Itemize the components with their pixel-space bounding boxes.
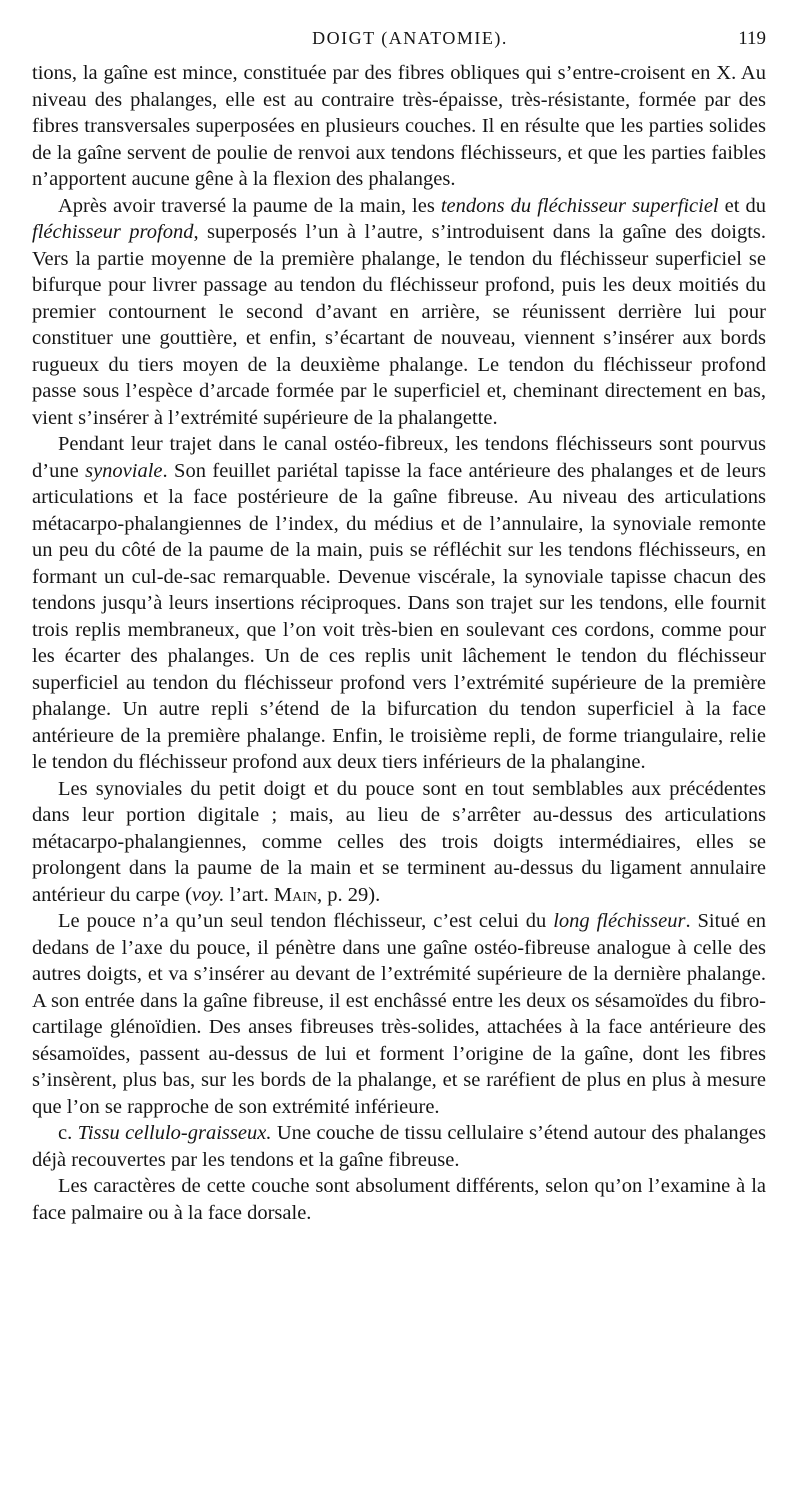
italic-term: fléchisseur profond bbox=[32, 221, 194, 243]
italic-term: voy. bbox=[191, 883, 225, 906]
text-run: Pendant leur trajet dans le canal ostéo-fibreux, les tendons fléchisseurs sont pourvus d’une bbox=[32, 433, 766, 482]
paragraph bbox=[32, 431, 766, 776]
paragraph bbox=[32, 908, 766, 1120]
text-run: Les synoviales du petit doigt et du pouce sont en tout semblables aux précédentes dans leur portion digitale ; mais, au lieu de s’arrêter au-dessus des articulations métacarpo-phalangiennes, comme celles des trois doigts intermédiaires, elles se prolongent dans la paume de la main et se terminent au-dessus du ligament annulaire antérieur du carpe ( bbox=[32, 777, 766, 906]
paragraph bbox=[32, 1173, 766, 1226]
book-page bbox=[32, 28, 766, 1226]
text-run: Une couche de tissu cellulaire s’étend autour des phalanges déjà recouvertes par les tendons et la gaîne fibreuse. bbox=[32, 1122, 767, 1171]
text-run: , p. 29). bbox=[317, 883, 381, 906]
text-run: Les caractères de cette couche sont absolument différents, selon qu’on l’examine à la face palmaire ou à la face dorsale. bbox=[32, 1175, 766, 1224]
text-run: c. bbox=[58, 1122, 78, 1144]
paragraph bbox=[32, 776, 766, 909]
text-run: . Son feuillet pariétal tapisse la face antérieure des phalanges et de leurs articulations et la face postérieure de la gaîne fibreuse. Au niveau des articulations métacarpo-phalangiennes de l’index, du médius et de l’annulaire, la synoviale remonte un peu du côté de la paume de la main, puis se réfléchit sur les tendons fléchisseurs, en formant un cul-de-sac remarquable. Devenue viscérale, la synoviale tapisse chacun des tendons jusqu’à leurs insertions réciproques. Dans son trajet sur les tendons, elle fournit trois replis membraneux, que l’on voit très-bien en soulevant ces cordons, comme pour les écarter des phalanges. Un de ces replis unit lâchement le tendon du fléchisseur superficiel au tendon du fléchisseur profond vers l’extrémité supérieure de la première phalange. Un autre repli s’étend de la bifurcation du tendon superficiel à la face antérieure de la première phalange. Enfin, le troisième repli, de forme triangulaire, relie le tendon du fléchisseur profond aux deux tiers inférieurs de la phalangine. bbox=[32, 459, 766, 773]
text-run: Le pouce n’a qu’un seul tendon fléchisseur, c’est celui du bbox=[58, 910, 554, 932]
italic-term: synoviale bbox=[85, 459, 163, 482]
italic-term: Tissu cellulo-graisseux. bbox=[77, 1122, 272, 1144]
text-run: l’art. bbox=[224, 883, 274, 906]
page-number: 119 bbox=[738, 28, 766, 49]
paragraph bbox=[32, 60, 766, 193]
text-run: et du bbox=[718, 194, 766, 217]
running-head-title: DOIGT (ANATOMIE). bbox=[312, 28, 508, 48]
text-run: tions, la gaîne est mince, constituée par des fibres obliques qui s’entre-croisent en X. Au niveau des phalanges, elle est au contraire très-épaisse, très-résistante, formée par des fibres transversales superposées en plusieurs couches. Il en résulte que les parties solides de la gaîne servent de poulie de renvoi aux tendons fléchisseurs, et que les parties faibles n’apportent aucune gêne à la flexion des phalanges. bbox=[32, 62, 766, 190]
text-run: , superposés l’un à l’autre, s’introduisent dans la gaîne des doigts. Vers la partie moyenne de la première phalange, le tendon du fléchisseur superficiel se bifurque pour livrer passage au tendon du fléchisseur profond, puis les deux moitiés du premier contournent le second d’avant en arrière, se réunissent derrière lui pour constituer une gouttière, et enfin, s’écartant de nouveau, viennent s’insérer aux bords rugueux du tiers moyen de la deuxième phalange. Le tendon du fléchisseur profond passe sous l’espèce d’arcade formée par le superficiel et, cheminant directement en bas, vient s’insérer à l’extrémité supérieure de la phalangette. bbox=[32, 221, 766, 429]
small-caps-term: Main bbox=[273, 883, 318, 906]
paragraph bbox=[32, 1120, 766, 1173]
text-run: Après avoir traversé la paume de la main, les bbox=[58, 194, 441, 217]
paragraph bbox=[32, 193, 766, 432]
running-head bbox=[32, 28, 766, 60]
italic-term: long fléchisseur bbox=[553, 910, 686, 932]
body-text bbox=[32, 60, 766, 1226]
text-run: . Situé en dedans de l’axe du pouce, il pénètre dans une gaîne ostéo-fibreuse analogue à celle des autres doigts, et va s’insérer au devant de l’extrémité supérieure de la dernière phalange. A son entrée dans la gaîne fibreuse, il est enchâssé entre les deux os sésamoïdes du fibro-cartilage glénoïdien. Des anses fibreuses très-solides, attachées à la face antérieure des sésamoïdes, passent au-dessus de lui et forment l’origine de la gaîne, dont les fibres s’insèrent, plus bas, sur les bords de la phalange, et se raréfient de plus en plus à mesure que l’on se rapproche de son extrémité inférieure. bbox=[32, 910, 766, 1118]
italic-term: tendons du fléchisseur superficiel bbox=[440, 194, 719, 217]
